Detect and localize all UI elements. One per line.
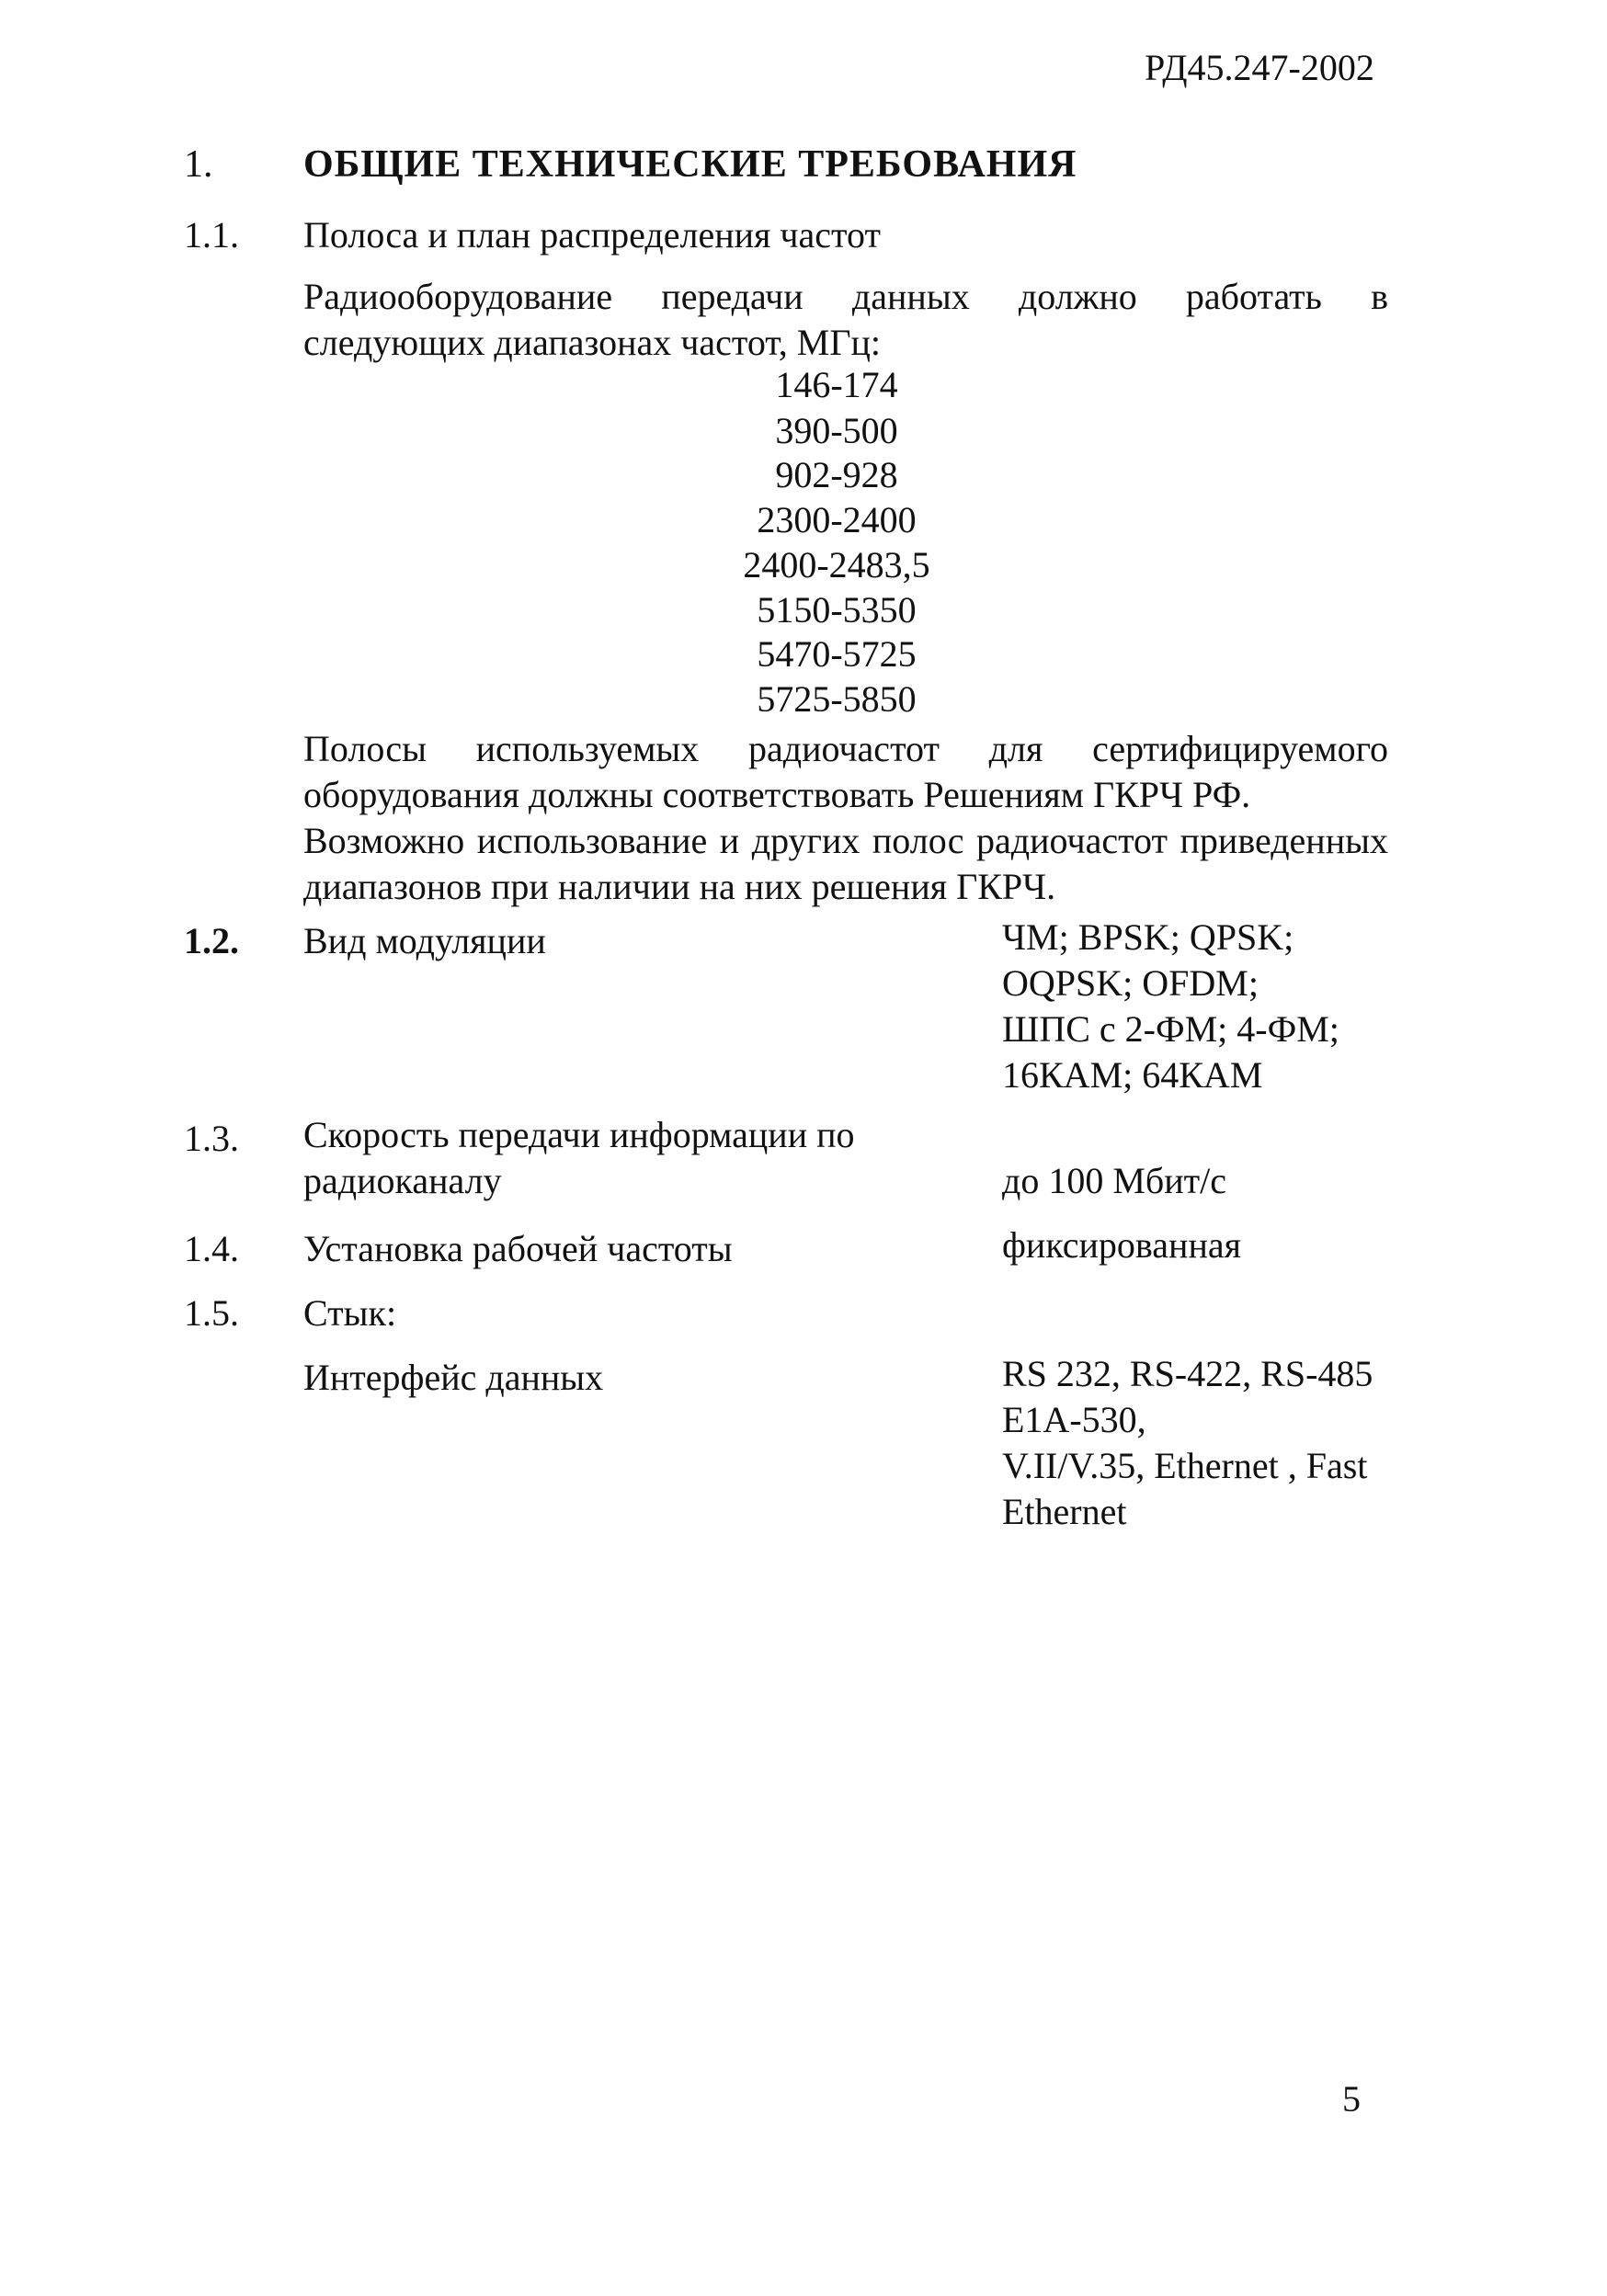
frequency-range: 2300-2400 xyxy=(757,499,917,540)
clause-1-1-note-1 xyxy=(303,726,1388,818)
modulation-line: OQPSK; OFDM; xyxy=(1002,962,1259,1004)
document-code: РД45.247-2002 xyxy=(1145,47,1374,88)
frequency-range: 5725-5850 xyxy=(757,678,917,720)
frequency-range: 5150-5350 xyxy=(757,589,917,631)
interface-line: E1A-530, xyxy=(1002,1399,1146,1440)
interface-line: RS 232, RS-422, RS-485 xyxy=(1002,1353,1373,1394)
intro-line-2: следующих диапазонах частот, МГц: xyxy=(303,322,881,363)
clause-1-2-number: 1.2. xyxy=(184,920,239,961)
clause-1-4-label: Установка рабочей частоты xyxy=(303,1228,733,1269)
modulation-line: ШПС с 2-ФМ; 4-ФМ; xyxy=(1002,1008,1339,1050)
clause-1-1-number: 1.1. xyxy=(184,214,239,256)
clause-1-3-label xyxy=(303,1112,947,1204)
page-number: 5 xyxy=(1342,2078,1361,2120)
frequency-range: 5470-5725 xyxy=(757,633,917,675)
clause-1-1-note-2 xyxy=(303,818,1388,910)
clause-1-5-number: 1.5. xyxy=(184,1292,239,1334)
note-2-line-1: Возможно использование и других полос радиочастот приведенных xyxy=(303,820,1388,861)
data-rate-value: до 100 Мбит/с xyxy=(1002,1160,1227,1201)
note-1-line-1: Полосы используемых радиочастот для сертифицируемого xyxy=(303,728,1388,769)
clause-1-5-label: Стык: xyxy=(303,1292,397,1334)
label-line: Скорость передачи информации по xyxy=(303,1114,855,1155)
frequency-setting-value: фиксированная xyxy=(1002,1224,1241,1266)
clause-1-1-intro xyxy=(303,274,1388,366)
frequency-range: 146-174 xyxy=(775,364,898,405)
modulation-line: 16КАМ; 64КАМ xyxy=(1002,1054,1263,1096)
section-title: ОБЩИЕ ТЕХНИЧЕСКИЕ ТРЕБОВАНИЯ xyxy=(303,143,1077,186)
modulation-values xyxy=(1002,915,1397,1098)
interface-line: Ethernet xyxy=(1002,1491,1127,1532)
note-2-line-2: диапазонов при наличии на них решения ГКРЧ. xyxy=(303,866,1056,907)
interface-line: V.II/V.35, Ethernet , Fast xyxy=(1002,1445,1368,1486)
data-interface-label: Интерфейс данных xyxy=(303,1357,604,1398)
clause-1-2-label: Вид модуляции xyxy=(303,920,546,961)
note-1-line-2: оборудования должны соответствовать Решениям ГКРЧ РФ. xyxy=(303,774,1251,815)
clause-1-1-title: Полоса и план распределения частот xyxy=(303,214,881,256)
frequency-range: 902-928 xyxy=(775,454,898,495)
modulation-line: ЧМ; BPSK; QPSK; xyxy=(1002,916,1294,958)
section-number: 1. xyxy=(184,143,213,186)
frequency-range: 390-500 xyxy=(775,410,898,451)
interface-values xyxy=(1002,1351,1397,1535)
clause-1-4-number: 1.4. xyxy=(184,1228,239,1269)
frequency-range: 2400-2483,5 xyxy=(743,544,930,585)
intro-line-1: Радиооборудование передачи данных должно работать в xyxy=(303,276,1388,317)
clause-1-3-number: 1.3. xyxy=(184,1118,239,1159)
label-line: радиоканалу xyxy=(303,1160,502,1201)
